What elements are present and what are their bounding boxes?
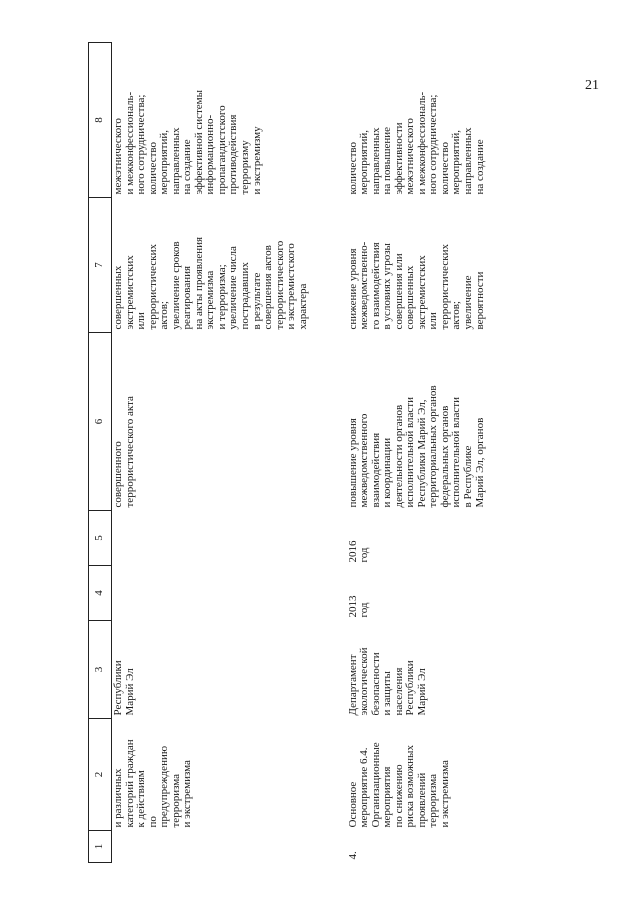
header-row [89,43,112,863]
measures-table [88,42,487,863]
table-row [112,43,347,863]
indicators-cell: количество мероприятий, направленных на повышение эффективности межэтнического и межконфессиональ- ного сотрудничества; количество мероприятий, направленных на создание [346,91,486,195]
measure-name-cell: Основное мероприятие 6.4. Организационные мероприятия по снижению риска возможных проявлений терроризма и экстремизма [346,742,451,828]
header-col-3: 3 [89,621,112,719]
header-col-5: 5 [89,511,112,566]
start-year-cell: 2013 год [346,595,371,618]
expected-result-cell: совершенного террористического акта [112,396,136,508]
consequences-cell: совершенных экстремистских или террористических актов; увеличение сроков реагирования на акты проявления экстремизма и терроризма; увеличение числа пострадавших в результате совершения актов террористического и экстремистского характера [112,236,309,330]
end-year-cell [112,511,347,566]
header-col-1: 1 [89,831,112,863]
end-year-cell: 2016 год [346,540,371,563]
table-row [347,43,488,863]
header-col-6: 6 [89,333,112,511]
measure-name-cell: и различных категорий граждан к действиям по предупреждению терроризма и экстремизма [112,739,194,828]
rotated-table-container [88,43,618,863]
header-col-8: 8 [89,43,112,198]
consequences-cell: снижение уровня межведомственно- го взаимодействия в условиях угрозы совершения или совершенных экстремистских или террористических актов; увеличение вероятности [346,241,486,330]
indicators-cell: межэтнического и межконфессиональ- ного сотрудничества; количество мероприятий, направленных на создание эффективной системы информационно- пропагандистского противодействия терроризму и экстремизму [112,89,263,195]
header-col-7: 7 [89,198,112,333]
header-col-4: 4 [89,566,112,621]
row-number-cell: 4. [346,851,359,860]
executor-cell: Республики Марий Эл [112,660,136,716]
executor-cell: Департамент экологической безопасности и защиты населения Республики Марий Эл [346,647,428,716]
page-number: 21 [585,78,599,93]
row-number-cell [112,831,347,863]
expected-result-cell: повышение уровня межведомственного взаимодействия и координации деятельности органов исполнительной власти Республики Марий Эл, территориальных органов федеральных органов исполнительной власти в Республике Марий Эл, органов [346,385,486,508]
start-year-cell [112,566,347,621]
header-col-2: 2 [89,719,112,831]
